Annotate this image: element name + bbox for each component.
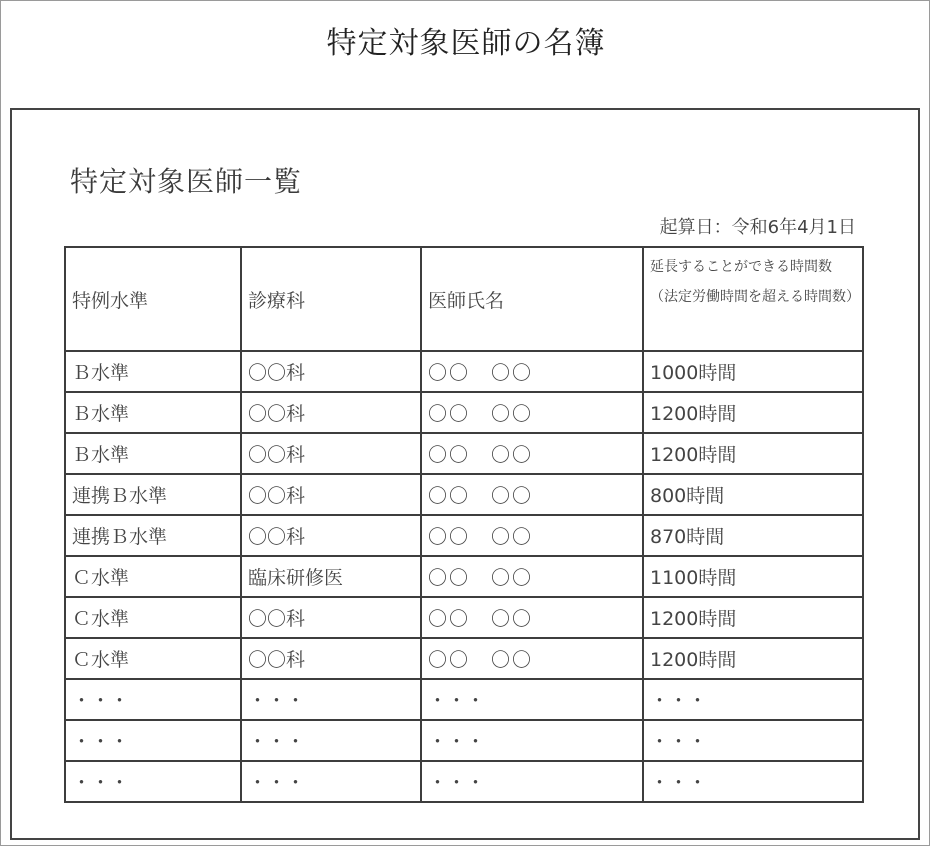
cell-department: 〇〇科 [241,351,421,392]
cell-department: 〇〇科 [241,392,421,433]
cell-level: ・・・ [65,720,241,761]
cell-department: 〇〇科 [241,433,421,474]
cell-level: 連携Ｂ水準 [65,474,241,515]
cell-level: ・・・ [65,679,241,720]
cell-hours: 1200時間 [643,392,863,433]
cell-hours: 1200時間 [643,597,863,638]
cell-department: 〇〇科 [241,597,421,638]
cell-department: 〇〇科 [241,474,421,515]
table-row [65,515,863,556]
cell-name: 〇〇 〇〇 [421,638,643,679]
header-special-level: 特例水準 [65,247,241,351]
cell-name: 〇〇 〇〇 [421,474,643,515]
table-row [65,638,863,679]
table-row [65,761,863,802]
cell-level: Ｂ水準 [65,392,241,433]
cell-department: 臨床研修医 [241,556,421,597]
cell-name: 〇〇 〇〇 [421,392,643,433]
table-row [65,351,863,392]
cell-level: Ｃ水準 [65,638,241,679]
cell-hours: 1000時間 [643,351,863,392]
header-department: 診療科 [241,247,421,351]
cell-name: ・・・ [421,679,643,720]
cell-hours: 870時間 [643,515,863,556]
cell-hours: ・・・ [643,679,863,720]
cell-name: ・・・ [421,761,643,802]
list-title: 特定対象医師一覧 [70,165,303,198]
cell-name: 〇〇 〇〇 [421,433,643,474]
cell-level: 連携Ｂ水準 [65,515,241,556]
cell-department: ・・・ [241,720,421,761]
base-date: 起算日：令和6年4月1日 [659,217,856,238]
cell-level: Ｃ水準 [65,597,241,638]
cell-hours: 1200時間 [643,638,863,679]
table-header-row [65,247,863,351]
cell-level: ・・・ [65,761,241,802]
cell-department: ・・・ [241,761,421,802]
cell-department: 〇〇科 [241,515,421,556]
cell-name: ・・・ [421,720,643,761]
table-row [65,720,863,761]
cell-department: ・・・ [241,679,421,720]
cell-level: Ｂ水準 [65,351,241,392]
cell-department: 〇〇科 [241,638,421,679]
table-row [65,556,863,597]
header-extendable-hours: 延長することができる時間数（法定労働時間を超える時間数） [643,247,863,351]
header-doctor-name: 医師氏名 [421,247,643,351]
cell-level: Ｂ水準 [65,433,241,474]
page-title: 特定対象医師の名簿 [326,26,606,61]
doctor-table [64,246,864,803]
cell-name: 〇〇 〇〇 [421,597,643,638]
cell-name: 〇〇 〇〇 [421,351,643,392]
table-row [65,597,863,638]
cell-hours: ・・・ [643,761,863,802]
cell-hours: 1100時間 [643,556,863,597]
table-row [65,474,863,515]
table-row [65,679,863,720]
cell-hours: 1200時間 [643,433,863,474]
cell-hours: 800時間 [643,474,863,515]
cell-level: Ｃ水準 [65,556,241,597]
table-row [65,392,863,433]
cell-hours: ・・・ [643,720,863,761]
cell-name: 〇〇 〇〇 [421,556,643,597]
cell-name: 〇〇 〇〇 [421,515,643,556]
table-row [65,433,863,474]
